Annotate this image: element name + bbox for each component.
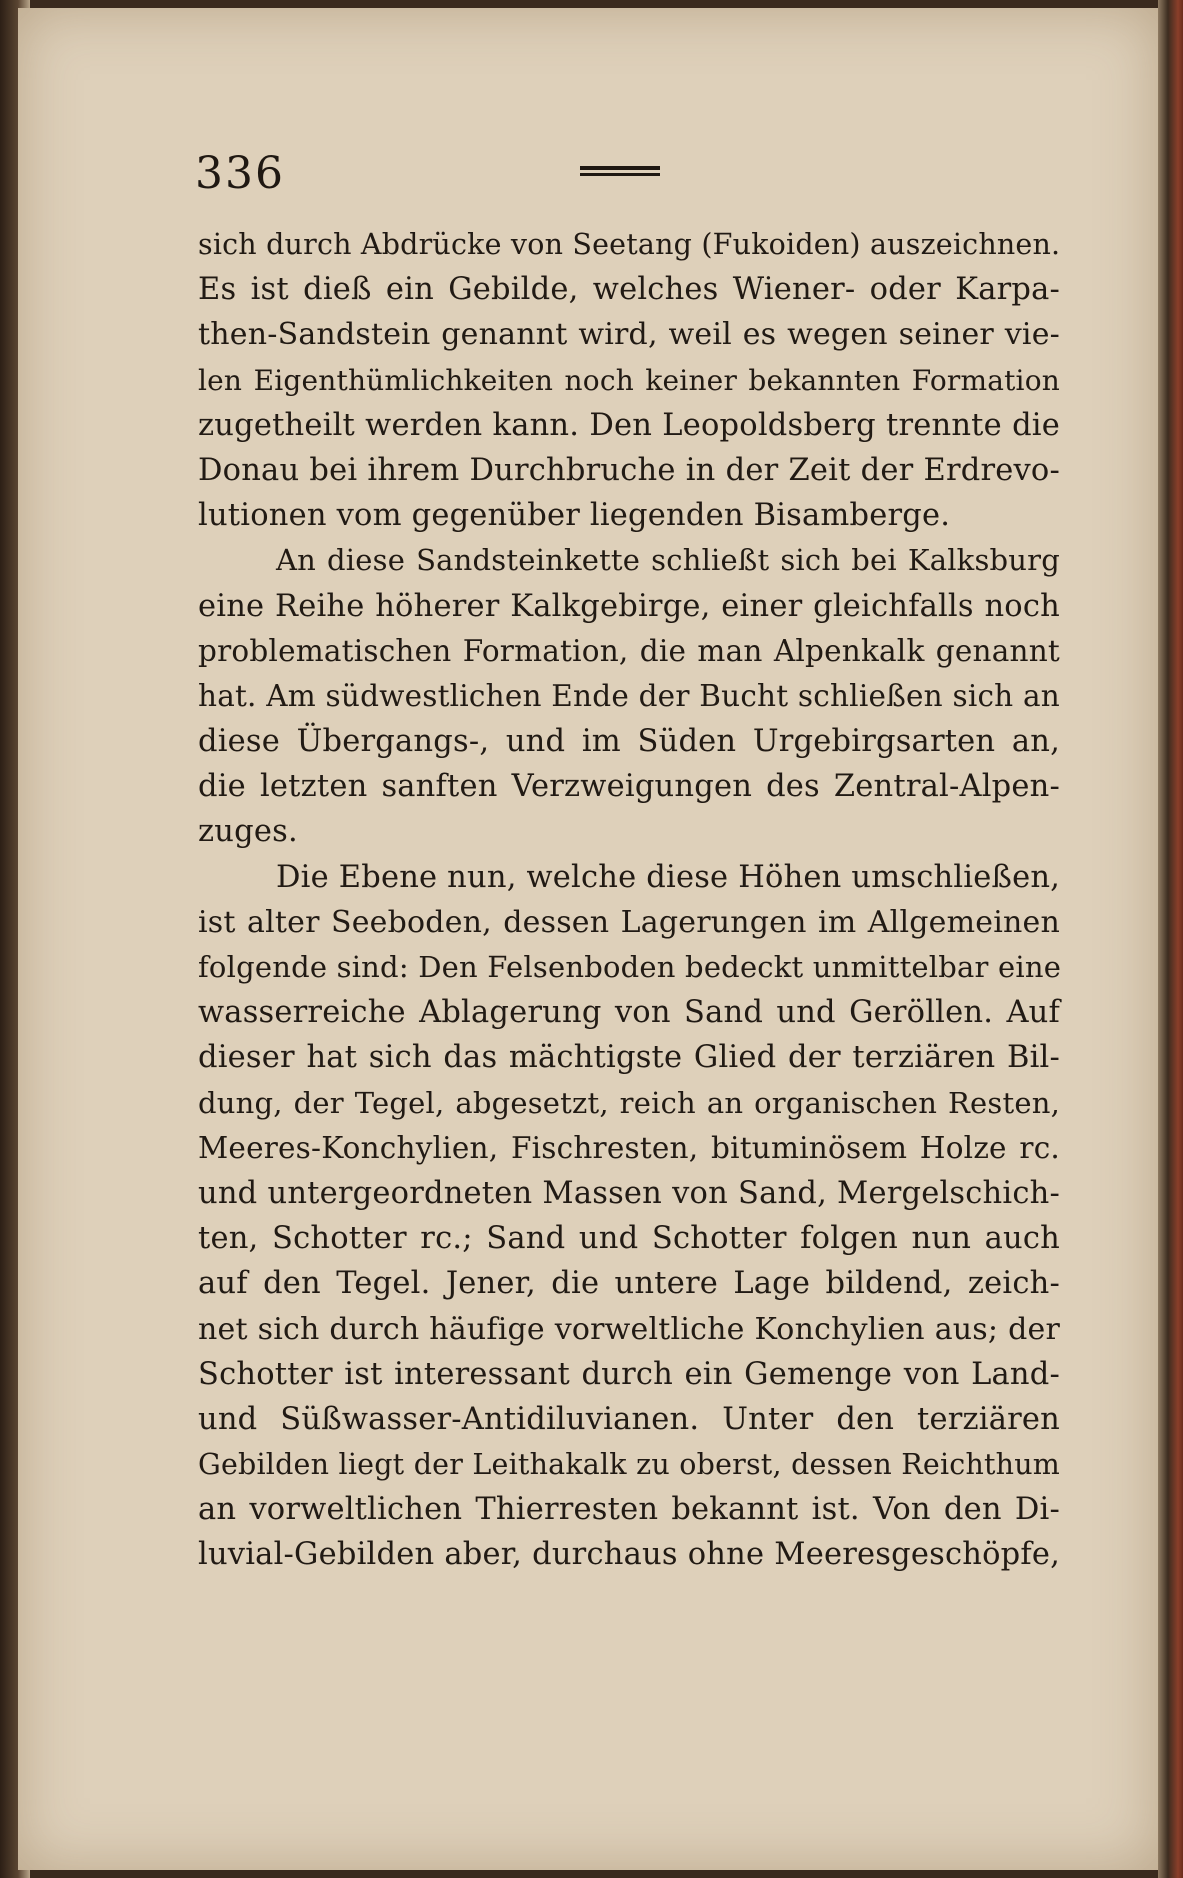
text-line: auf den Tegel. Jener, die untere Lage bildend, zeich- bbox=[198, 1266, 1060, 1302]
text-line: Gebilden liegt der Leithakalk zu oberst, dessen Reichthum bbox=[198, 1448, 1060, 1482]
book-edge-right bbox=[1158, 0, 1183, 1878]
text-line: folgende sind: Den Felsenboden bedeckt unmittelbar eine bbox=[198, 950, 1062, 984]
text-line: wasserreiche Ablagerung von Sand und Geröllen. Auf bbox=[198, 995, 1060, 1031]
text-line: Die Ebene nun, welche diese Höhen umschließen, bbox=[276, 859, 1061, 895]
body-text bbox=[198, 222, 1060, 1578]
text-line: eine Reihe höherer Kalkgebirge, einer gleichfalls noch bbox=[198, 588, 1060, 624]
text-line: Schotter ist interessant durch ein Gemenge von Land- bbox=[198, 1356, 1060, 1392]
text-line: len Eigenthümlichkeiten noch keiner bekannten Formation bbox=[198, 363, 1060, 397]
text-line: An diese Sandsteinkette schließt sich bei Kalksburg bbox=[276, 543, 1060, 578]
header-rule bbox=[580, 166, 660, 176]
text-line: diese Übergangs-, und im Süden Urgebirgsarten an, bbox=[198, 724, 1060, 760]
text-line: lutionen vom gegenüber liegenden Bisamberge. bbox=[198, 498, 951, 534]
text-line: dieser hat sich das mächtigste Glied der terziären Bil- bbox=[198, 1040, 1060, 1076]
text-line: net sich durch häufige vorweltliche Konchylien aus; der bbox=[198, 1311, 1060, 1347]
text-line: luvial-Gebilden aber, durchaus ohne Meeresgeschöpfe, bbox=[198, 1537, 1060, 1573]
text-line: problematischen Formation, die man Alpenkalk genannt bbox=[198, 633, 1060, 668]
text-line: hat. Am südwestlichen Ende der Bucht schließen sich an bbox=[198, 678, 1060, 713]
text-line: ten, Schotter rc.; Sand und Schotter folgen nun auch bbox=[198, 1221, 1060, 1257]
text-line: then-Sandstein genannt wird, weil es wegen seiner vie- bbox=[198, 317, 1060, 353]
text-line: zuges. bbox=[198, 814, 298, 850]
text-line: die letzten sanften Verzweigungen des Zentral-Alpen- bbox=[198, 769, 1060, 805]
text-line: ist alter Seeboden, dessen Lagerungen im Allgemeinen bbox=[198, 904, 1060, 940]
text-line: Donau bei ihrem Durchbruche in der Zeit der Erdrevo- bbox=[198, 452, 1060, 488]
text-line: zugetheilt werden kann. Den Leopoldsberg trennte die bbox=[198, 407, 1060, 443]
text-line: sich durch Abdrücke von Seetang (Fukoiden) auszeichnen. bbox=[198, 228, 1061, 261]
text-line: dung, der Tegel, abgesetzt, reich an organischen Resten, bbox=[198, 1085, 1060, 1120]
text-line: Meeres-Konchylien, Fischresten, bituminösem Holze rc. bbox=[198, 1130, 1060, 1165]
text-line: und untergeordneten Massen von Sand, Mergelschich- bbox=[198, 1175, 1060, 1211]
page-number: 336 bbox=[195, 148, 285, 199]
text-line: an vorweltlichen Thierresten bekannt ist. Von den Di- bbox=[198, 1492, 1060, 1528]
text-line: und Süßwasser-Antidiluvianen. Unter den terziären bbox=[198, 1401, 1060, 1437]
page-header bbox=[195, 148, 1065, 198]
text-line: Es ist dieß ein Gebilde, welches Wiener- oder Karpa- bbox=[198, 272, 1060, 308]
